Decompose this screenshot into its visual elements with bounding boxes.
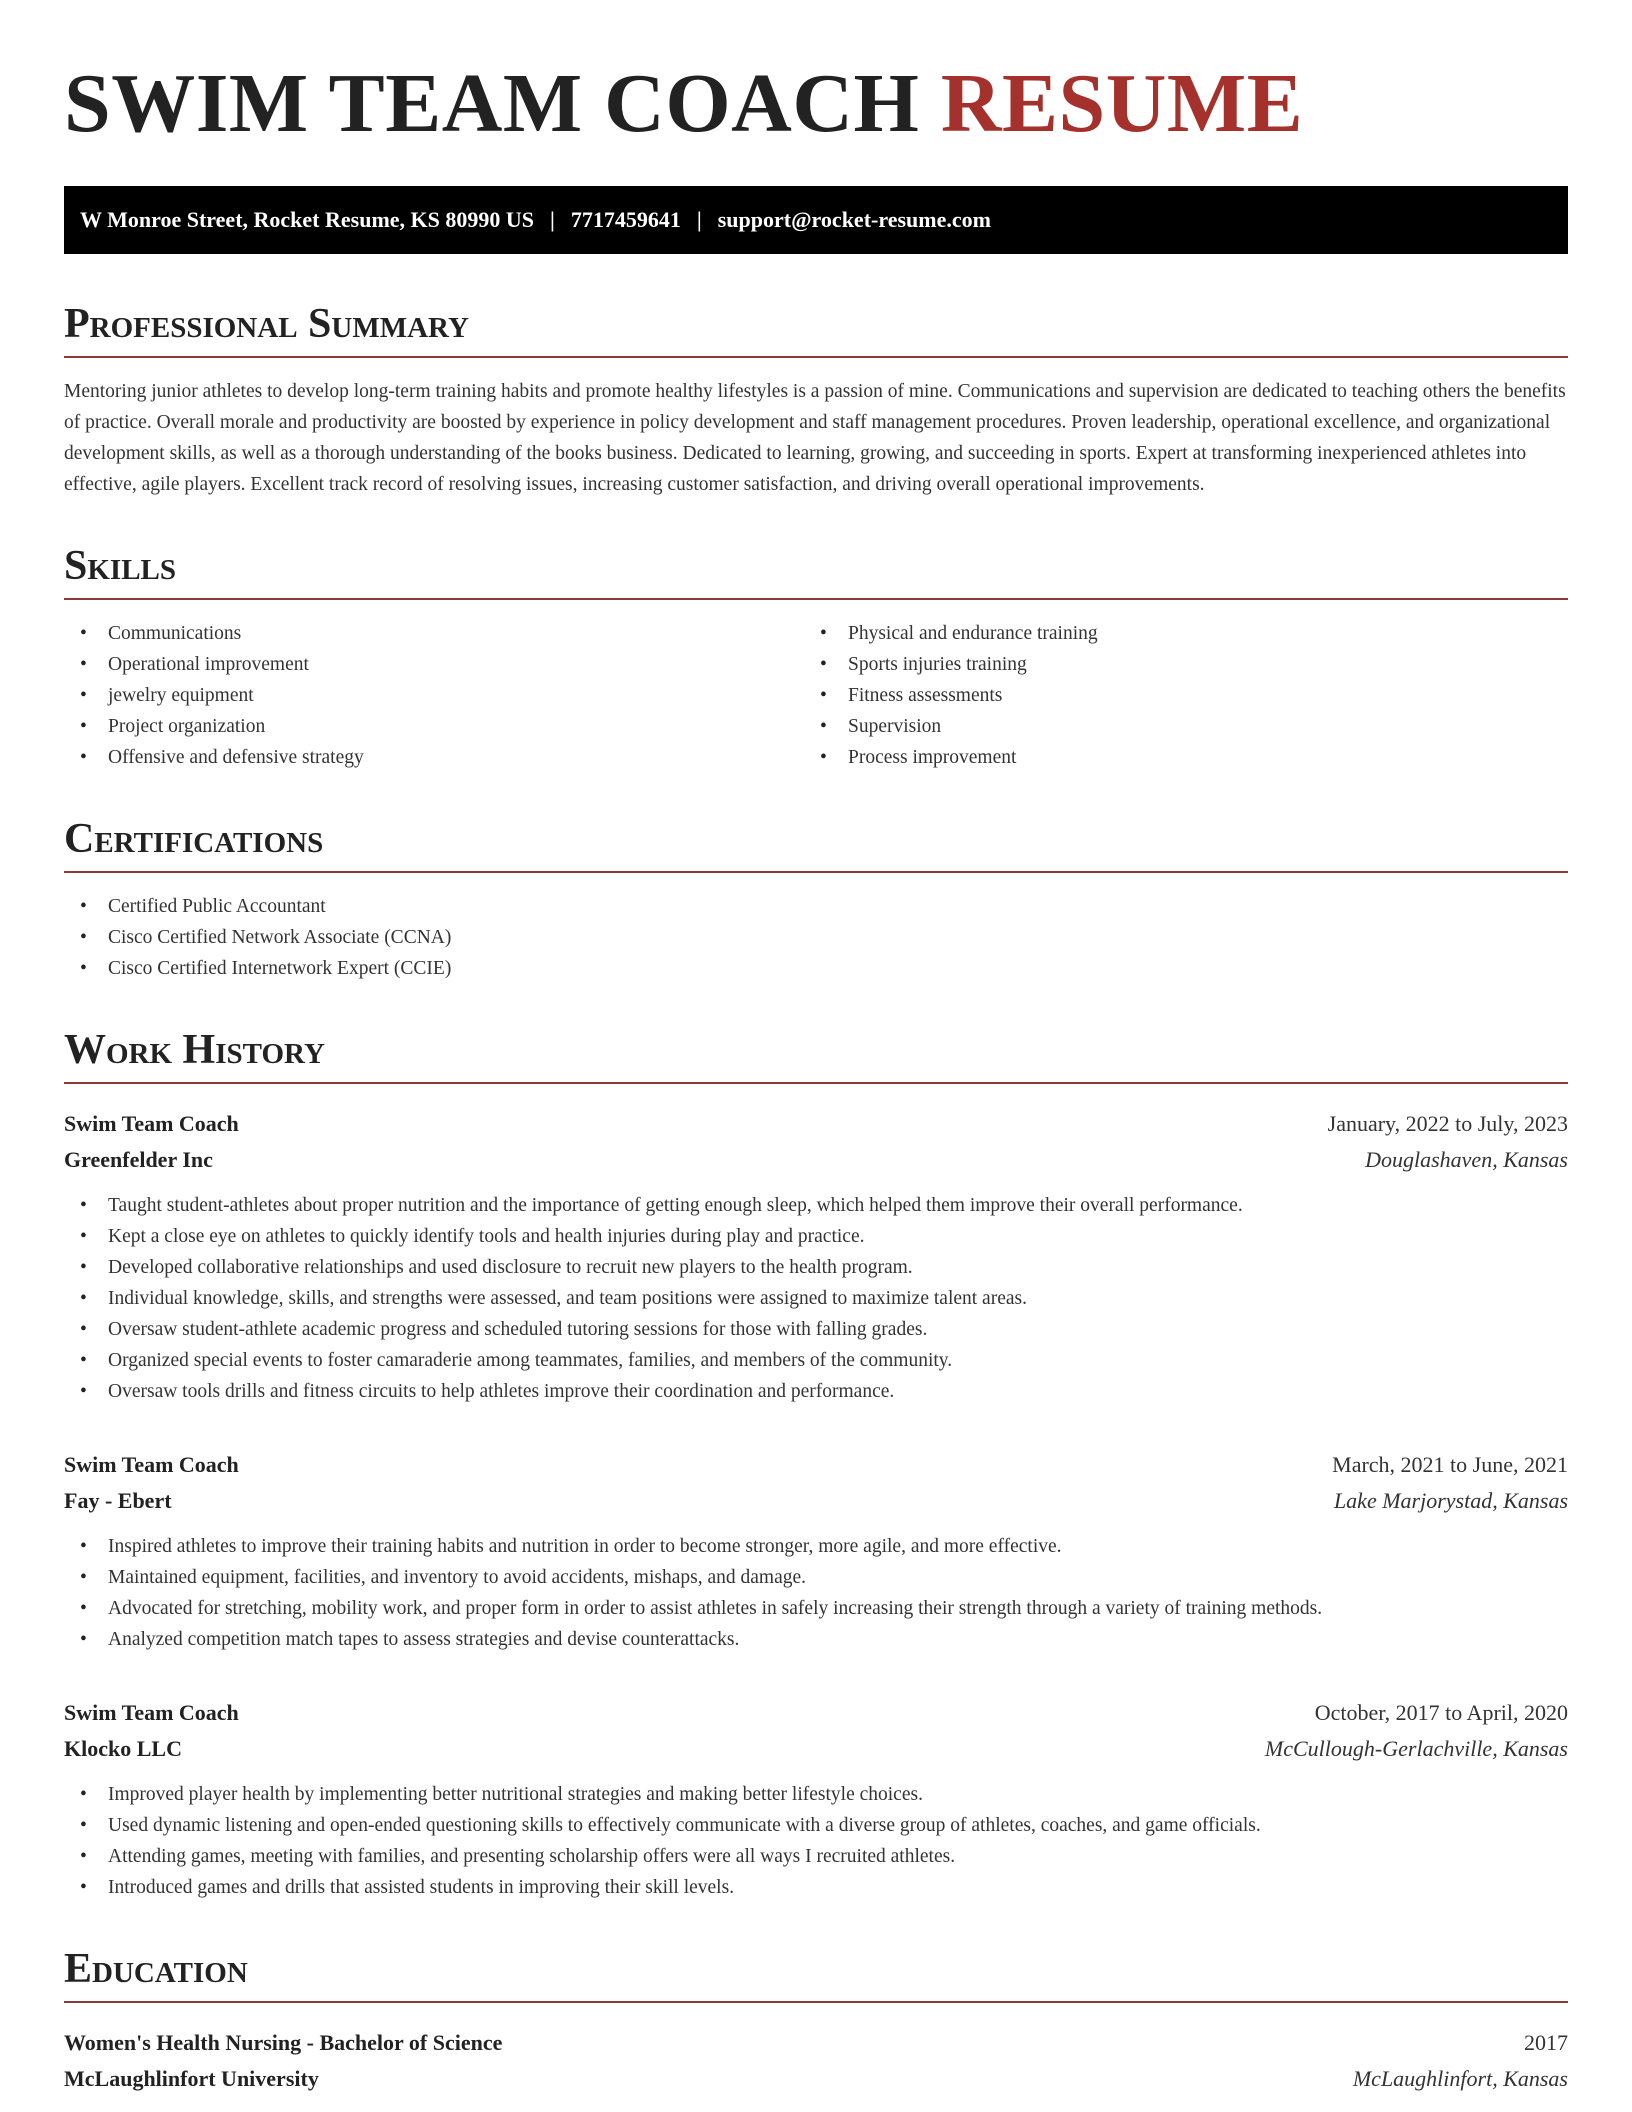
skills-list-left xyxy=(64,618,804,773)
job-company-row xyxy=(64,1142,1568,1178)
education-entry xyxy=(64,2025,1568,2097)
job-location: Lake Marjorystad, Kansas xyxy=(1333,1488,1568,1513)
job-company-row xyxy=(64,1483,1568,1519)
certifications-heading: Certifications xyxy=(64,815,1568,873)
summary-text: Mentoring junior athletes to develop long-term training habits and promote healthy lifestyles is a passion of mine. Communications and supervision are dedicated to teaching others the benefits of practice. Overall morale and productivity are boosted by experience in policy development and staff management procedures. Proven leadership, operational excellence, and organizational development skills, as well as a thorough understanding of the books business. Dedicated to learning, growing, and succeeding in sports. Expert at transforming inexperienced athletes into effective, agile players. Excellent track record of resolving issues, increasing customer satisfaction, and driving overall operational improvements. xyxy=(64,381,1566,495)
job-company: Klocko LLC xyxy=(64,1736,182,1761)
job-duty-item: • Advocated for stretching, mobility work, and proper form in order to assist athletes in safely increasing their strength through a variety of training methods. xyxy=(64,1593,1568,1624)
certification-item: • Cisco Certified Internetwork Expert (CCIE) xyxy=(64,953,1568,984)
job-dates: January, 2022 to July, 2023 xyxy=(1327,1111,1568,1136)
job-duty-item: • Used dynamic listening and open-ended questioning skills to effectively communicate with a diverse group of athletes, coaches, and game officials. xyxy=(64,1810,1568,1841)
education-row xyxy=(64,2061,1568,2097)
skill-item: • Physical and endurance training xyxy=(804,618,1544,649)
job-duties-list xyxy=(64,1531,1568,1655)
certifications-section xyxy=(64,815,1568,984)
skill-item: • Operational improvement xyxy=(64,649,804,680)
job-company: Fay - Ebert xyxy=(64,1488,172,1513)
skills-list-right xyxy=(804,618,1544,773)
education-school: McLaughlinfort University xyxy=(64,2066,319,2091)
job-duty-item: • Inspired athletes to improve their training habits and nutrition in order to become stronger, more agile, and more effective. xyxy=(64,1531,1568,1562)
work-history-heading: Work History xyxy=(64,1026,1568,1084)
job-entry xyxy=(64,1106,1568,1407)
job-company-row xyxy=(64,1731,1568,1767)
job-title: Swim Team Coach xyxy=(64,1700,239,1725)
education-heading: Education xyxy=(64,1945,1568,2003)
job-company: Greenfelder Inc xyxy=(64,1147,213,1172)
education-section xyxy=(64,1945,1568,2097)
skill-item: • Supervision xyxy=(804,711,1544,742)
job-duty-item: • Analyzed competition match tapes to assess strategies and devise counterattacks. xyxy=(64,1624,1568,1655)
job-duty-item: • Attending games, meeting with families, and presenting scholarship offers were all ways I recruited athletes. xyxy=(64,1841,1568,1872)
job-duty-item: • Maintained equipment, facilities, and inventory to avoid accidents, mishaps, and damage. xyxy=(64,1562,1568,1593)
summary-heading: Professional Summary xyxy=(64,300,1568,358)
skill-item: • Offensive and defensive strategy xyxy=(64,742,804,773)
certifications-list xyxy=(64,891,1568,984)
job-dates: October, 2017 to April, 2020 xyxy=(1314,1700,1568,1725)
skill-item: • Communications xyxy=(64,618,804,649)
skills-grid xyxy=(64,618,1568,773)
education-location: McLaughlinfort, Kansas xyxy=(1352,2066,1568,2091)
contact-separator: | xyxy=(550,207,555,232)
contact-bar xyxy=(64,186,1568,254)
certification-item: • Cisco Certified Network Associate (CCNA) xyxy=(64,922,1568,953)
job-duties-list xyxy=(64,1190,1568,1407)
job-title: Swim Team Coach xyxy=(64,1111,239,1136)
job-duty-item: • Oversaw student-athlete academic progress and scheduled tutoring sessions for those with falling grades. xyxy=(64,1314,1568,1345)
job-dates: March, 2021 to June, 2021 xyxy=(1332,1452,1568,1477)
education-row xyxy=(64,2025,1568,2061)
contact-separator: | xyxy=(696,207,702,232)
resume-title xyxy=(64,56,1568,152)
job-duty-item: • Organized special events to foster camaraderie among teammates, families, and members of the community. xyxy=(64,1345,1568,1376)
job-duty-item: • Developed collaborative relationships and used disclosure to recruit new players to the health program. xyxy=(64,1252,1568,1283)
job-entry xyxy=(64,1447,1568,1655)
work-history-section xyxy=(64,1026,1568,1903)
job-title: Swim Team Coach xyxy=(64,1452,239,1477)
resume-title-accent: RESUME xyxy=(940,57,1304,150)
resume-title-main: SWIM TEAM COACH xyxy=(64,57,920,150)
skill-item: • Fitness assessments xyxy=(804,680,1544,711)
job-duties-list xyxy=(64,1779,1568,1903)
job-header-row xyxy=(64,1447,1568,1483)
skill-item: • Project organization xyxy=(64,711,804,742)
job-header-row xyxy=(64,1106,1568,1142)
jobs-list xyxy=(64,1106,1568,1903)
job-duty-item: • Improved player health by implementing better nutritional strategies and making better lifestyle choices. xyxy=(64,1779,1568,1810)
job-duty-item: • Introduced games and drills that assisted students in improving their skill levels. xyxy=(64,1872,1568,1903)
contact-address: W Monroe Street, Rocket Resume, KS 80990 US xyxy=(80,207,535,232)
summary-section xyxy=(64,300,1568,500)
skills-heading: Skills xyxy=(64,542,1568,600)
job-duty-item: • Individual knowledge, skills, and strengths were assessed, and team positions were assigned to maximize talent areas. xyxy=(64,1283,1568,1314)
skills-section xyxy=(64,542,1568,773)
education-year: 2017 xyxy=(1524,2030,1568,2055)
certification-item: • Certified Public Accountant xyxy=(64,891,1568,922)
job-location: McCullough-Gerlachville, Kansas xyxy=(1264,1736,1568,1761)
skill-item: • jewelry equipment xyxy=(64,680,804,711)
job-location: Douglashaven, Kansas xyxy=(1365,1147,1568,1172)
job-header-row xyxy=(64,1695,1568,1731)
job-entry xyxy=(64,1695,1568,1903)
contact-phone: 7717459641 xyxy=(570,207,681,232)
job-duty-item: • Taught student-athletes about proper nutrition and the importance of getting enough sleep, which helped them improve their overall performance. xyxy=(64,1190,1568,1221)
education-degree: Women's Health Nursing - Bachelor of Science xyxy=(64,2030,503,2055)
skill-item: • Process improvement xyxy=(804,742,1544,773)
job-duty-item: • Oversaw tools drills and fitness circuits to help athletes improve their coordination and performance. xyxy=(64,1376,1568,1407)
contact-email: support@rocket-resume.com xyxy=(717,207,991,232)
skill-item: • Sports injuries training xyxy=(804,649,1544,680)
job-duty-item: • Kept a close eye on athletes to quickly identify tools and health injuries during play and practice. xyxy=(64,1221,1568,1252)
